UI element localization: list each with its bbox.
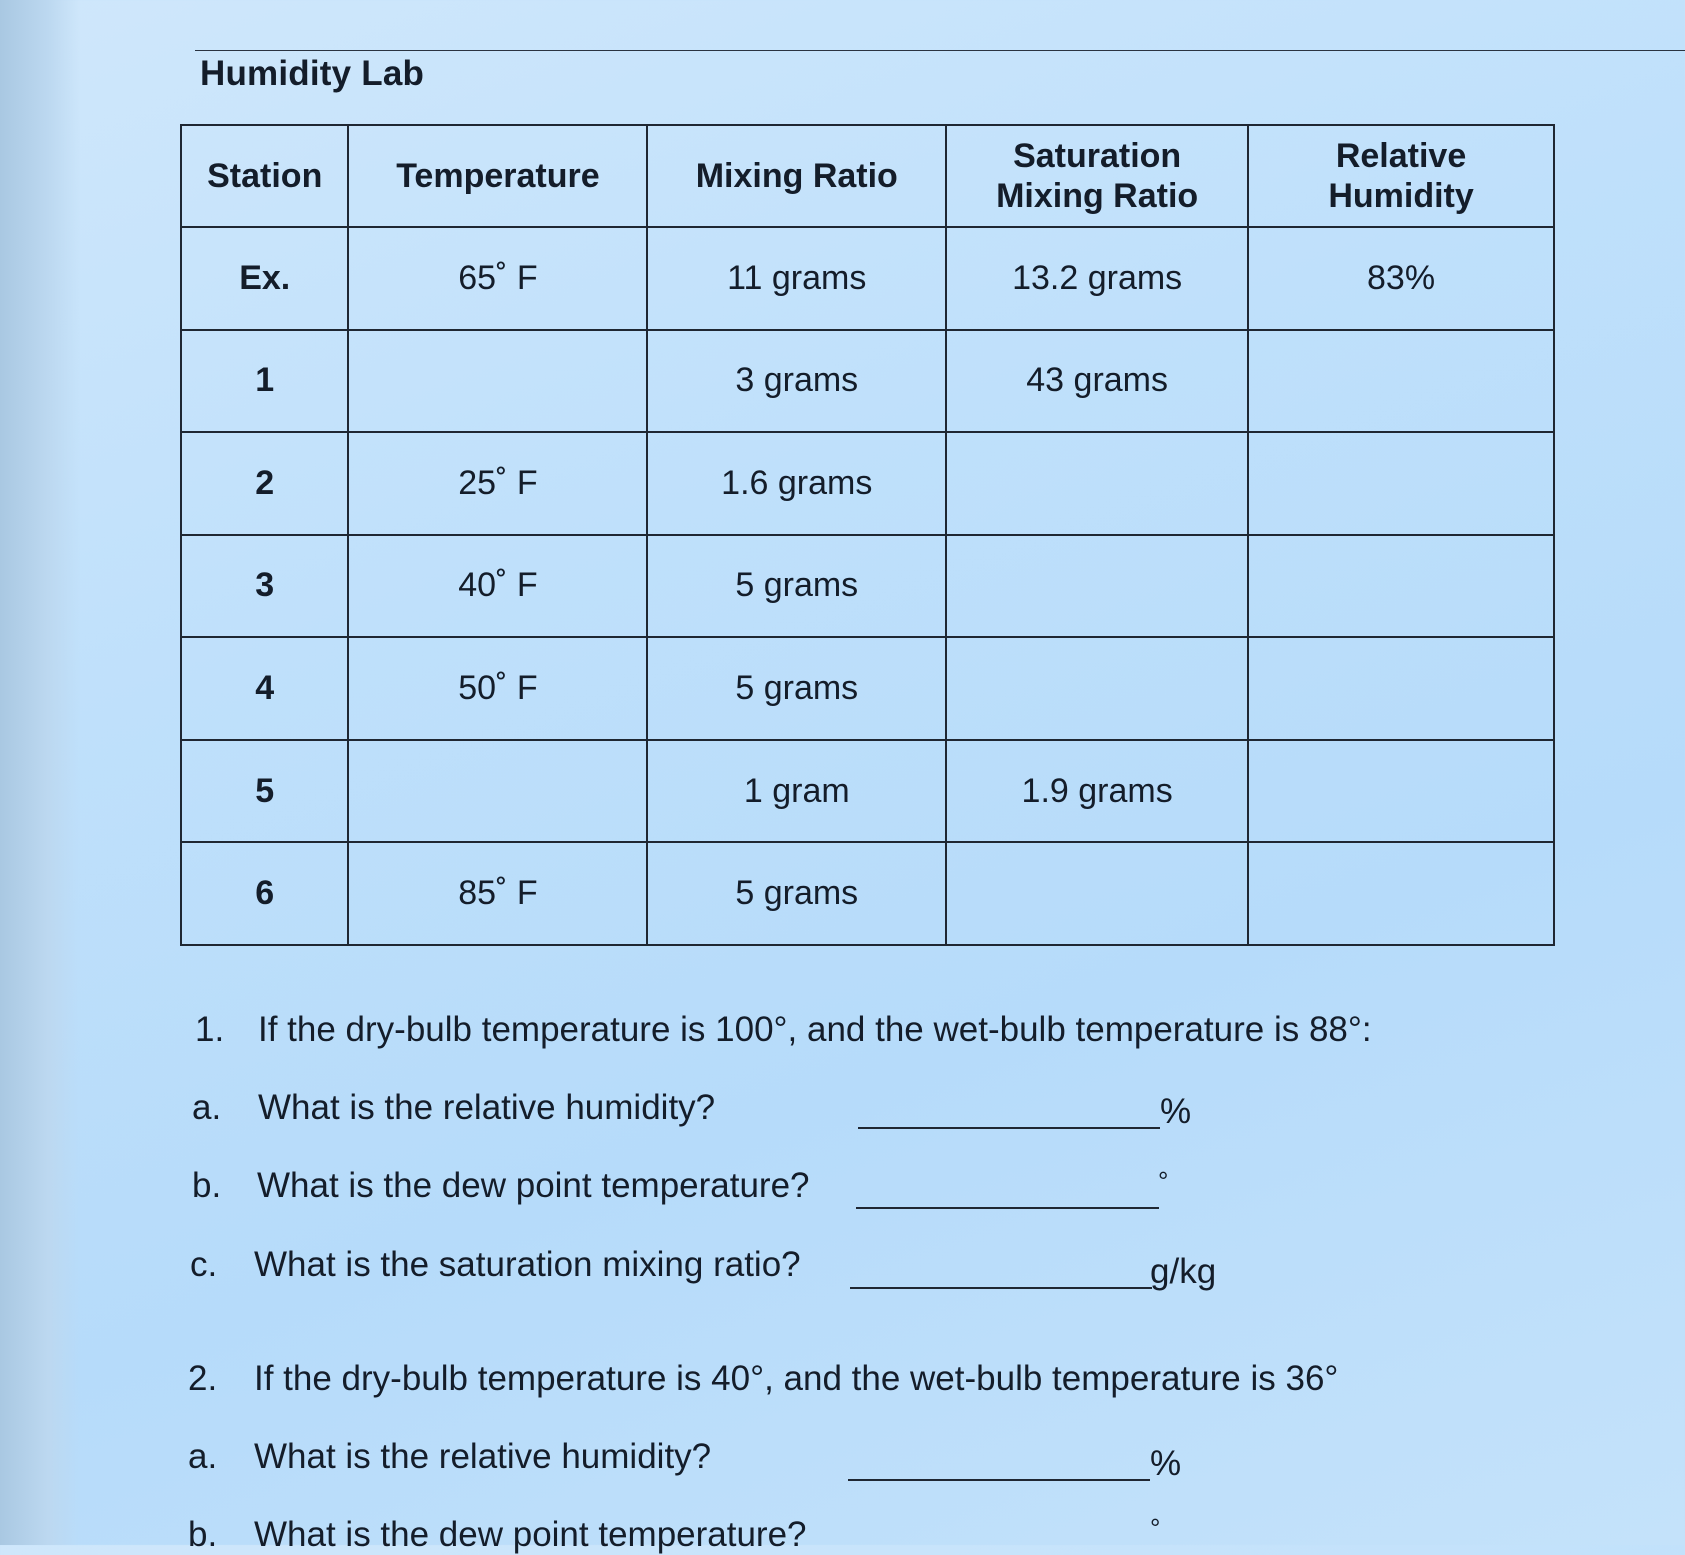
cell-temperature[interactable] bbox=[348, 740, 647, 843]
cell-saturation-mixing-ratio[interactable] bbox=[946, 637, 1248, 740]
cell-station: 4 bbox=[181, 637, 348, 740]
header-station: Station bbox=[181, 125, 348, 227]
question-number: 1. bbox=[195, 1010, 225, 1049]
cell-temperature: 40˚ F bbox=[348, 535, 647, 638]
header-relative-humidity: Relative Humidity bbox=[1248, 125, 1554, 227]
table-row bbox=[181, 227, 1554, 330]
cell-temperature: 65˚ F bbox=[348, 227, 647, 330]
header-temperature: Temperature bbox=[348, 125, 647, 227]
cell-relative-humidity[interactable] bbox=[1248, 740, 1554, 843]
cell-saturation-mixing-ratio: 13.2 grams bbox=[946, 227, 1248, 330]
table-row bbox=[181, 842, 1554, 945]
cell-relative-humidity: 83% bbox=[1248, 227, 1554, 330]
part-text: What is the dew point temperature? bbox=[257, 1166, 810, 1205]
cell-temperature: 85˚ F bbox=[348, 842, 647, 945]
header-saturation-mixing-ratio: Saturation Mixing Ratio bbox=[946, 125, 1248, 227]
answer-unit: ° bbox=[1158, 1166, 1169, 1196]
part-text: What is the dew point temperature? bbox=[254, 1515, 807, 1554]
question-number: 2. bbox=[188, 1359, 218, 1398]
cell-saturation-mixing-ratio[interactable] bbox=[946, 432, 1248, 535]
cell-mixing-ratio: 11 grams bbox=[647, 227, 946, 330]
part-letter: b. bbox=[192, 1166, 222, 1205]
answer-blank[interactable] bbox=[858, 1127, 1160, 1129]
cell-relative-humidity[interactable] bbox=[1248, 842, 1554, 945]
cell-relative-humidity[interactable] bbox=[1248, 637, 1554, 740]
answer-unit: % bbox=[1150, 1444, 1182, 1483]
cell-relative-humidity[interactable] bbox=[1248, 432, 1554, 535]
cell-mixing-ratio: 5 grams bbox=[647, 842, 946, 945]
answer-blank[interactable] bbox=[850, 1287, 1152, 1289]
cell-station: 5 bbox=[181, 740, 348, 843]
cell-mixing-ratio: 5 grams bbox=[647, 637, 946, 740]
part-letter: a. bbox=[188, 1437, 218, 1476]
cell-saturation-mixing-ratio: 1.9 grams bbox=[946, 740, 1248, 843]
part-text: What is the relative humidity? bbox=[258, 1088, 716, 1127]
answer-unit: g/kg bbox=[1150, 1252, 1217, 1291]
cell-temperature: 25˚ F bbox=[348, 432, 647, 535]
answer-unit: % bbox=[1160, 1092, 1192, 1131]
cell-relative-humidity[interactable] bbox=[1248, 330, 1554, 433]
table-row bbox=[181, 637, 1554, 740]
cell-station: 2 bbox=[181, 432, 348, 535]
cell-station: 6 bbox=[181, 842, 348, 945]
cell-saturation-mixing-ratio: 43 grams bbox=[946, 330, 1248, 433]
part-text: What is the relative humidity? bbox=[254, 1437, 712, 1476]
page-title: Humidity Lab bbox=[200, 54, 425, 93]
cell-temperature: 50˚ F bbox=[348, 637, 647, 740]
question-text: If the dry-bulb temperature is 100°, and the wet-bulb temperature is 88°: bbox=[258, 1010, 1372, 1049]
answer-blank[interactable] bbox=[856, 1207, 1159, 1209]
cell-station: 1 bbox=[181, 330, 348, 433]
table-row bbox=[181, 432, 1554, 535]
cell-mixing-ratio: 1 gram bbox=[647, 740, 946, 843]
table-row bbox=[181, 535, 1554, 638]
part-letter: c. bbox=[190, 1245, 218, 1284]
title-rule bbox=[195, 50, 1685, 51]
table-header-row bbox=[181, 125, 1554, 227]
part-text: What is the saturation mixing ratio? bbox=[254, 1245, 801, 1284]
cell-mixing-ratio: 1.6 grams bbox=[647, 432, 946, 535]
answer-blank[interactable] bbox=[848, 1479, 1150, 1481]
table-row bbox=[181, 330, 1554, 433]
part-letter: b. bbox=[188, 1515, 218, 1554]
cell-saturation-mixing-ratio[interactable] bbox=[946, 842, 1248, 945]
part-letter: a. bbox=[192, 1088, 222, 1127]
table-row bbox=[181, 740, 1554, 843]
header-mixing-ratio: Mixing Ratio bbox=[647, 125, 946, 227]
cell-relative-humidity[interactable] bbox=[1248, 535, 1554, 638]
question-text: If the dry-bulb temperature is 40°, and the wet-bulb temperature is 36° bbox=[254, 1359, 1339, 1398]
cell-mixing-ratio: 5 grams bbox=[647, 535, 946, 638]
page-shadow-edge bbox=[0, 0, 80, 1545]
cell-saturation-mixing-ratio[interactable] bbox=[946, 535, 1248, 638]
cell-station: Ex. bbox=[181, 227, 348, 330]
cell-station: 3 bbox=[181, 535, 348, 638]
answer-unit: ° bbox=[1150, 1513, 1161, 1543]
cell-mixing-ratio: 3 grams bbox=[647, 330, 946, 433]
humidity-table bbox=[180, 124, 1555, 946]
cell-temperature[interactable] bbox=[348, 330, 647, 433]
